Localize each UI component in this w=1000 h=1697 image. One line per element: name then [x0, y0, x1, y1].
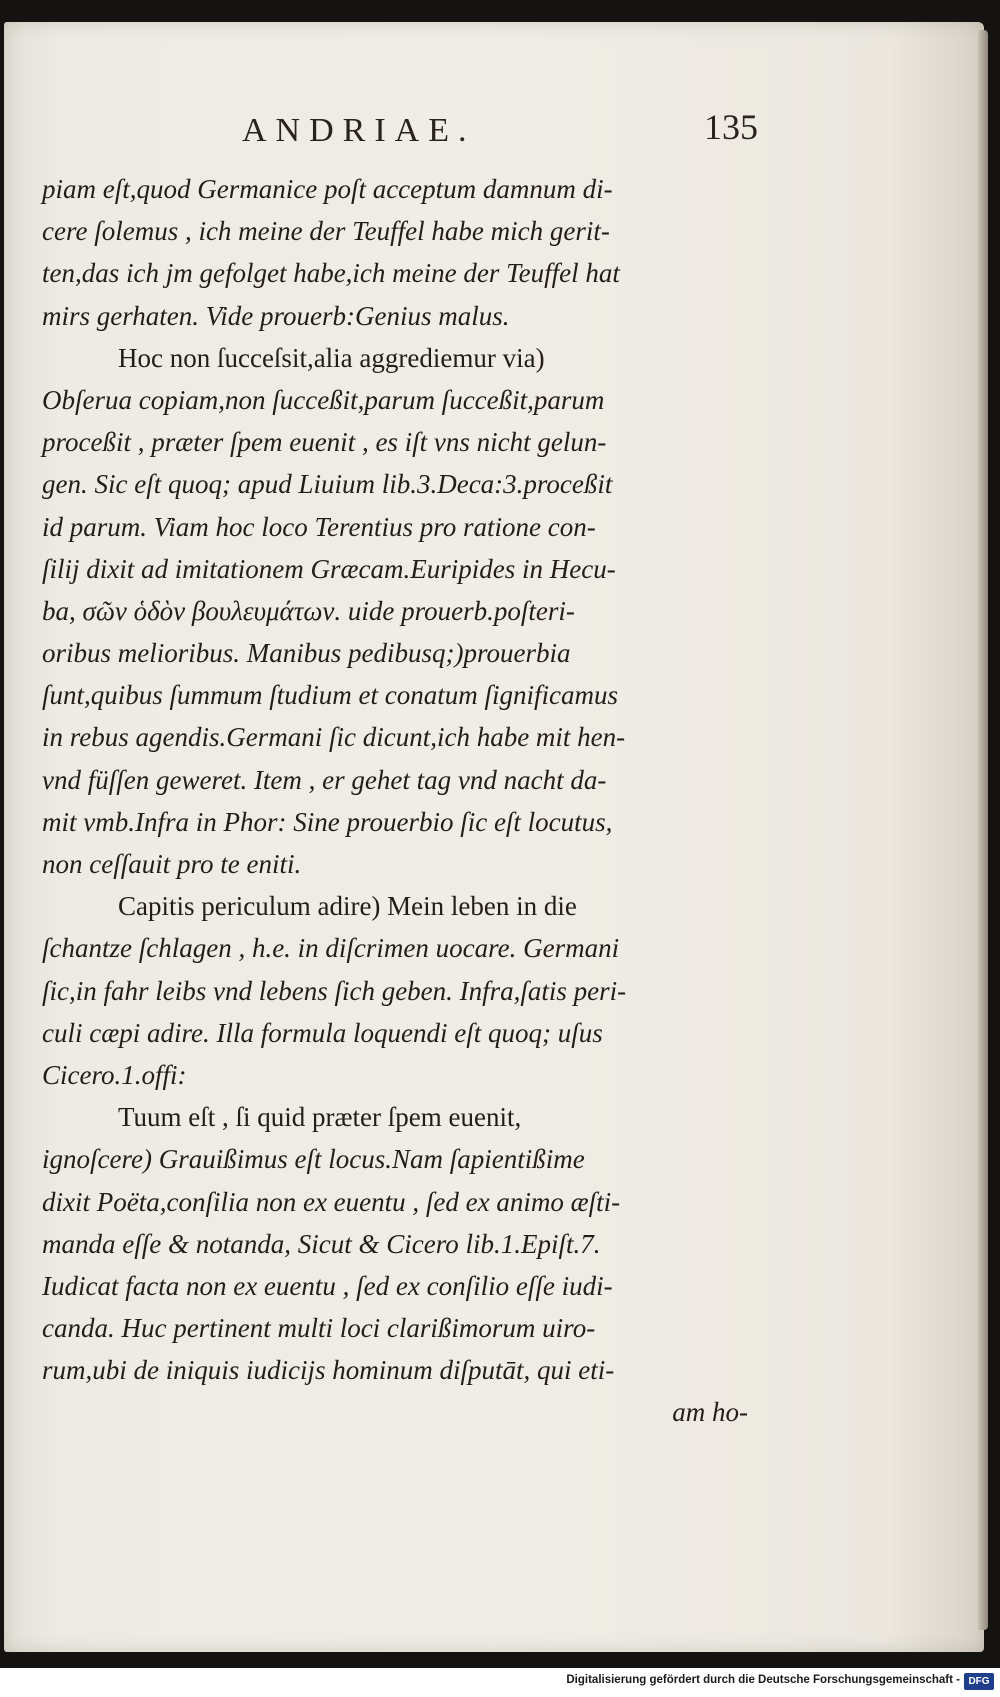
text-line: mit vmb.Infra in Phor: Sine prouerbio ſic eſt locutus, [42, 806, 613, 837]
text-line: dixit Poëta,conſilia non ex euentu , ſed ex animo æſti- [42, 1186, 621, 1217]
page-edge [978, 30, 988, 1630]
text-line: Capitis periculum adire) Mein leben in die [118, 891, 577, 922]
text-line: piam eſt,quod Germanice poſt acceptum damnum di- [42, 174, 613, 204]
text-line: ten,das ich jm gefolget habe,ich meine der Teuffel hat [42, 258, 620, 289]
text-line: non ceſſauit pro te eniti. [42, 849, 302, 879]
text-line: ſic,in fahr leibs vnd lebens ſich geben. Infra,ſatis peri- [42, 975, 627, 1006]
text-line: proceßit , præter ſpem euenit , es iſt vns nicht gelun- [42, 427, 607, 458]
digitization-footer [0, 1668, 1000, 1697]
funding-credit: Digitalisierung gefördert durch die Deutsche Forschungsgemeinschaft - [566, 1674, 960, 1686]
text-line: manda eſſe & notanda, Sicut & Cicero lib.1.Epiſt.7. [42, 1228, 601, 1259]
text-line: oribus melioribus. Manibus pedibusq;)prouerbia [42, 638, 571, 669]
text-line: Tuum eſt , ſi quid præter ſpem euenit, [118, 1102, 522, 1133]
text-line: ſunt,quibus ſummum ſtudium et conatum ſignificamus [42, 680, 618, 711]
text-line: id parum. Viam hoc loco Terentius pro ratione con- [42, 511, 596, 542]
text-line: Obſerua copiam,non ſucceßit,parum ſucceßit,parum [42, 384, 605, 415]
text-line: gen. Sic eſt quoq; apud Liuium lib.3.Deca:3.proceßit [42, 469, 613, 500]
running-title: ANDRIAE. [242, 112, 476, 149]
text-line: ignoſcere) Grauißimus eſt locus.Nam ſapientißime [42, 1144, 585, 1175]
running-head [4, 106, 984, 156]
text-line: cere ſolemus , ich meine der Teuffel habe mich gerit- [42, 216, 610, 247]
text-line: Iudicat facta non ex euentu , ſed ex conſilio eſſe iudi- [42, 1270, 613, 1301]
book-page [4, 22, 984, 1652]
text-line: ba, σῶν ὁδὸν βουλευμάτων. uide prouerb.poſteri- [42, 595, 575, 626]
text-line: ſchantze ſchlagen , h.e. in diſcrimen uocare. Germani [42, 933, 620, 964]
page-number: 135 [704, 107, 758, 147]
text-line: rum,ubi de iniquis iudicijs hominum diſputāt, qui eti- [42, 1355, 615, 1386]
text-line: Hoc non ſucceſsit,alia aggrediemur via) [118, 342, 545, 373]
text-line: am ho- [672, 1397, 748, 1428]
text-line: in rebus agendis.Germani ſic dicunt,ich habe mit hen- [42, 722, 626, 753]
text-line: culi cæpi adire. Illa formula loquendi eſt quoq; uſus [42, 1017, 603, 1048]
text-line: Cicero.1.offi: [42, 1059, 187, 1090]
text-line: vnd füſſen geweret. Item , er gehet tag vnd nacht da- [42, 764, 607, 795]
dfg-logo: DFG [964, 1673, 994, 1690]
text-line: canda. Huc pertinent multi loci clarißimorum uiro- [42, 1313, 596, 1344]
text-line: mirs gerhaten. Vide prouerb:Genius malus. [42, 300, 510, 331]
text-line: ſilij dixit ad imitationem Græcam.Euripides in Hecu- [42, 553, 616, 584]
body-text [42, 168, 762, 1434]
